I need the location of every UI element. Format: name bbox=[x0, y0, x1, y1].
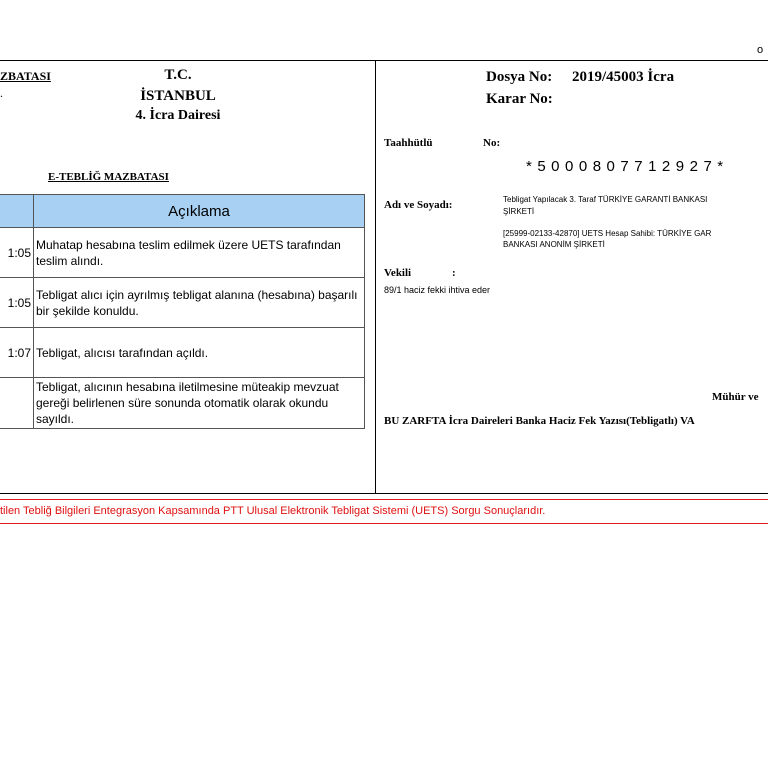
row-time bbox=[0, 378, 34, 429]
taahhutlu-label: Taahhütlü bbox=[384, 137, 433, 149]
no-label: No: bbox=[483, 137, 501, 149]
karar-label: Karar No: bbox=[486, 91, 553, 107]
table-row bbox=[0, 328, 365, 378]
haciz-text: 89/1 haciz fekki ihtiva eder bbox=[384, 285, 491, 295]
column-divider bbox=[375, 60, 376, 494]
adi-line: Tebligat Yapılacak 3. Taraf TÜRKİYE GARANTİ BANKASI bbox=[503, 195, 708, 204]
mazbata-header: ZBATASI bbox=[0, 69, 51, 83]
row-description: Tebligat, alıcısı tarafından açıldı. bbox=[34, 328, 365, 378]
dosya-value: 2019/45003 İcra bbox=[572, 69, 675, 85]
left-dot: . bbox=[0, 86, 3, 100]
row-description: Muhatap hesabına teslim edilmek üzere UETS tarafından teslim alındı. bbox=[34, 228, 365, 278]
corner-text: o bbox=[757, 44, 764, 56]
row-time: 1:05 bbox=[0, 278, 34, 328]
e-teblig-title: E-TEBLİĞ MAZBATASI bbox=[48, 171, 169, 183]
vekili-label: Vekili bbox=[384, 267, 412, 279]
row-time: 1:07 bbox=[0, 328, 34, 378]
row-time: 1:05 bbox=[0, 228, 34, 278]
adi-label: Adı ve Soyadı: bbox=[384, 199, 453, 211]
status-table bbox=[0, 194, 365, 429]
row-description: Tebligat, alıcının hesabına iletilmesine müteakip mevzuat gereği belirlenen süre sonunda otomatik olarak okundu sayıldı. bbox=[34, 378, 365, 429]
description-col-header: Açıklama bbox=[34, 195, 365, 228]
table-row bbox=[0, 378, 365, 429]
city-heading: İSTANBUL bbox=[140, 88, 216, 104]
footer-note: tilen Tebliğ Bilgileri Entegrasyon Kapsamında PTT Ulusal Elektronik Tebligat Sistemi (UETS) Sorgu Sonuçlarıdır. bbox=[0, 505, 546, 517]
vekili-colon: : bbox=[452, 267, 456, 279]
row-description: Tebligat alıcı için ayrılmış tebligat alanına (hesabına) başarılı bir şekilde konuldu. bbox=[34, 278, 365, 328]
tc-heading: T.C. bbox=[164, 67, 192, 83]
barcode-number: *5000807712927* bbox=[526, 158, 729, 175]
adi-line: [25999-02133-42870] UETS Hesap Sahibi: TÜRKİYE GAR bbox=[503, 229, 712, 238]
table-row bbox=[0, 278, 365, 328]
office-heading: 4. İcra Dairesi bbox=[135, 108, 221, 123]
table-row bbox=[0, 228, 365, 278]
zarf-text: BU ZARFTA İcra Daireleri Banka Haciz Fek Yazısı(Tebligatlı) VA bbox=[384, 415, 695, 427]
dosya-label: Dosya No: bbox=[486, 69, 553, 85]
muhur-label: Mühür ve bbox=[712, 391, 759, 403]
adi-line: ŞİRKETİ bbox=[503, 207, 535, 216]
adi-line: BANKASI ANONİM ŞİRKETİ bbox=[503, 240, 605, 249]
time-col-header bbox=[0, 195, 34, 228]
